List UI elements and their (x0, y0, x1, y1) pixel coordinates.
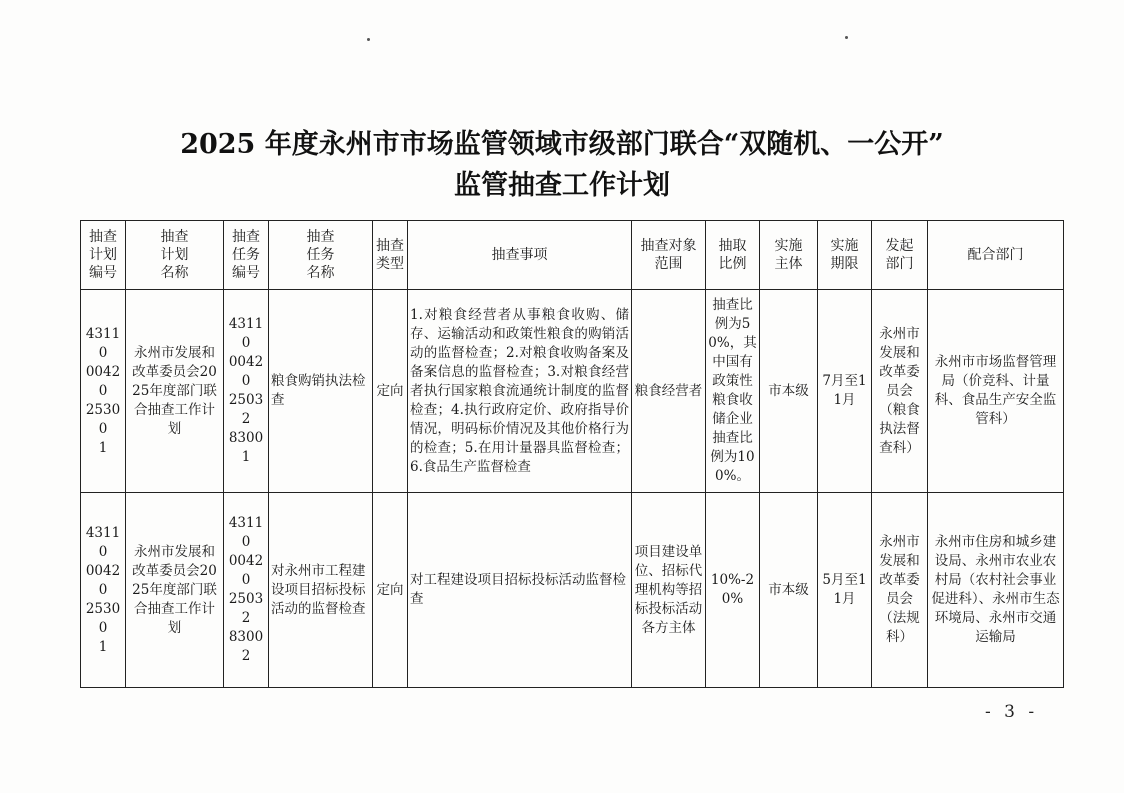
cell-task-number: 43110 00420 25032 83001 (224, 290, 269, 493)
header-inspection-type: 抽查 类型 (373, 221, 408, 290)
header-task-number: 抽查 任务 编号 (224, 221, 269, 290)
header-target-scope: 抽查对象 范围 (632, 221, 706, 290)
document-title-line2: 监管抽查工作计划 (454, 170, 670, 201)
page-number: - 3 - (985, 702, 1039, 722)
cell-inspection-type: 定向 (373, 290, 408, 493)
header-task-name: 抽查 任务 名称 (269, 221, 373, 290)
cell-inspection-items: 1.对粮食经营者从事粮食收购、储存、运输活动和政策性粮食的购销活动的监督检查；2.对粮食收购备案及备案信息的监督检查；3.对粮食经营者执行国家粮食流通统计制度的监督检查；4.执行政府定价、政府指导价情况，明码标价情况及其他价格行为的检查；5.在用计量器具监督检查；6.食品生产监督检查 (408, 290, 632, 493)
header-cooperating-dept: 配合部门 (928, 221, 1064, 290)
cell-inspection-items: 对工程建设项目招标投标活动监督检查 (408, 493, 632, 688)
cell-target-scope: 项目建设单位、招标代理机构等招标投标活动各方主体 (632, 493, 706, 688)
cell-cooperating-dept: 永州市市场监督管理局（价竞科、计量科、食品生产安全监管科） (928, 290, 1064, 493)
table-row (81, 493, 1064, 688)
cell-initiating-dept: 永州市发展和改革委员会（法规科） (872, 493, 928, 688)
cell-target-scope: 粮食经营者 (632, 290, 706, 493)
document-title-line1: 2025 年度永州市市场监管领域市级部门联合“双随机、一公开” (180, 129, 944, 160)
header-plan-number: 抽查 计划 编号 (81, 221, 126, 290)
cell-plan-number: 43110 00420 25300 1 (81, 290, 126, 493)
table-row (81, 290, 1064, 493)
table-header-row (81, 221, 1064, 290)
cell-sampling-ratio: 抽查比例为50%，其中国有政策性粮食收储企业抽查比例为100%。 (706, 290, 760, 493)
cell-task-name: 对永州市工程建设项目招标投标活动的监督检查 (269, 493, 373, 688)
header-implementing-body: 实施 主体 (760, 221, 818, 290)
scan-speck (367, 38, 370, 41)
header-inspection-items: 抽查事项 (408, 221, 632, 290)
cell-implementing-body: 市本级 (760, 290, 818, 493)
cell-period: 7月至11月 (818, 290, 872, 493)
cell-sampling-ratio: 10%-20% (706, 493, 760, 688)
cell-implementing-body: 市本级 (760, 493, 818, 688)
scan-speck (845, 36, 848, 39)
cell-cooperating-dept: 永州市住房和城乡建设局、永州市农业农村局（农村社会事业促进科）、永州市生态环境局、永州市交通运输局 (928, 493, 1064, 688)
cell-initiating-dept: 永州市发展和改革委员会（粮食执法督查科） (872, 290, 928, 493)
header-initiating-dept: 发起 部门 (872, 221, 928, 290)
cell-plan-name: 永州市发展和改革委员会2025年度部门联合抽查工作计划 (126, 290, 224, 493)
cell-plan-number: 43110 00420 25300 1 (81, 493, 126, 688)
header-sampling-ratio: 抽取 比例 (706, 221, 760, 290)
header-period: 实施 期限 (818, 221, 872, 290)
cell-plan-name: 永州市发展和改革委员会2025年度部门联合抽查工作计划 (126, 493, 224, 688)
cell-inspection-type: 定向 (373, 493, 408, 688)
cell-period: 5月至11月 (818, 493, 872, 688)
header-plan-name: 抽查 计划 名称 (126, 221, 224, 290)
cell-task-number: 43110 00420 25032 83002 (224, 493, 269, 688)
cell-task-name: 粮食购销执法检查 (269, 290, 373, 493)
inspection-plan-table (80, 220, 1064, 688)
